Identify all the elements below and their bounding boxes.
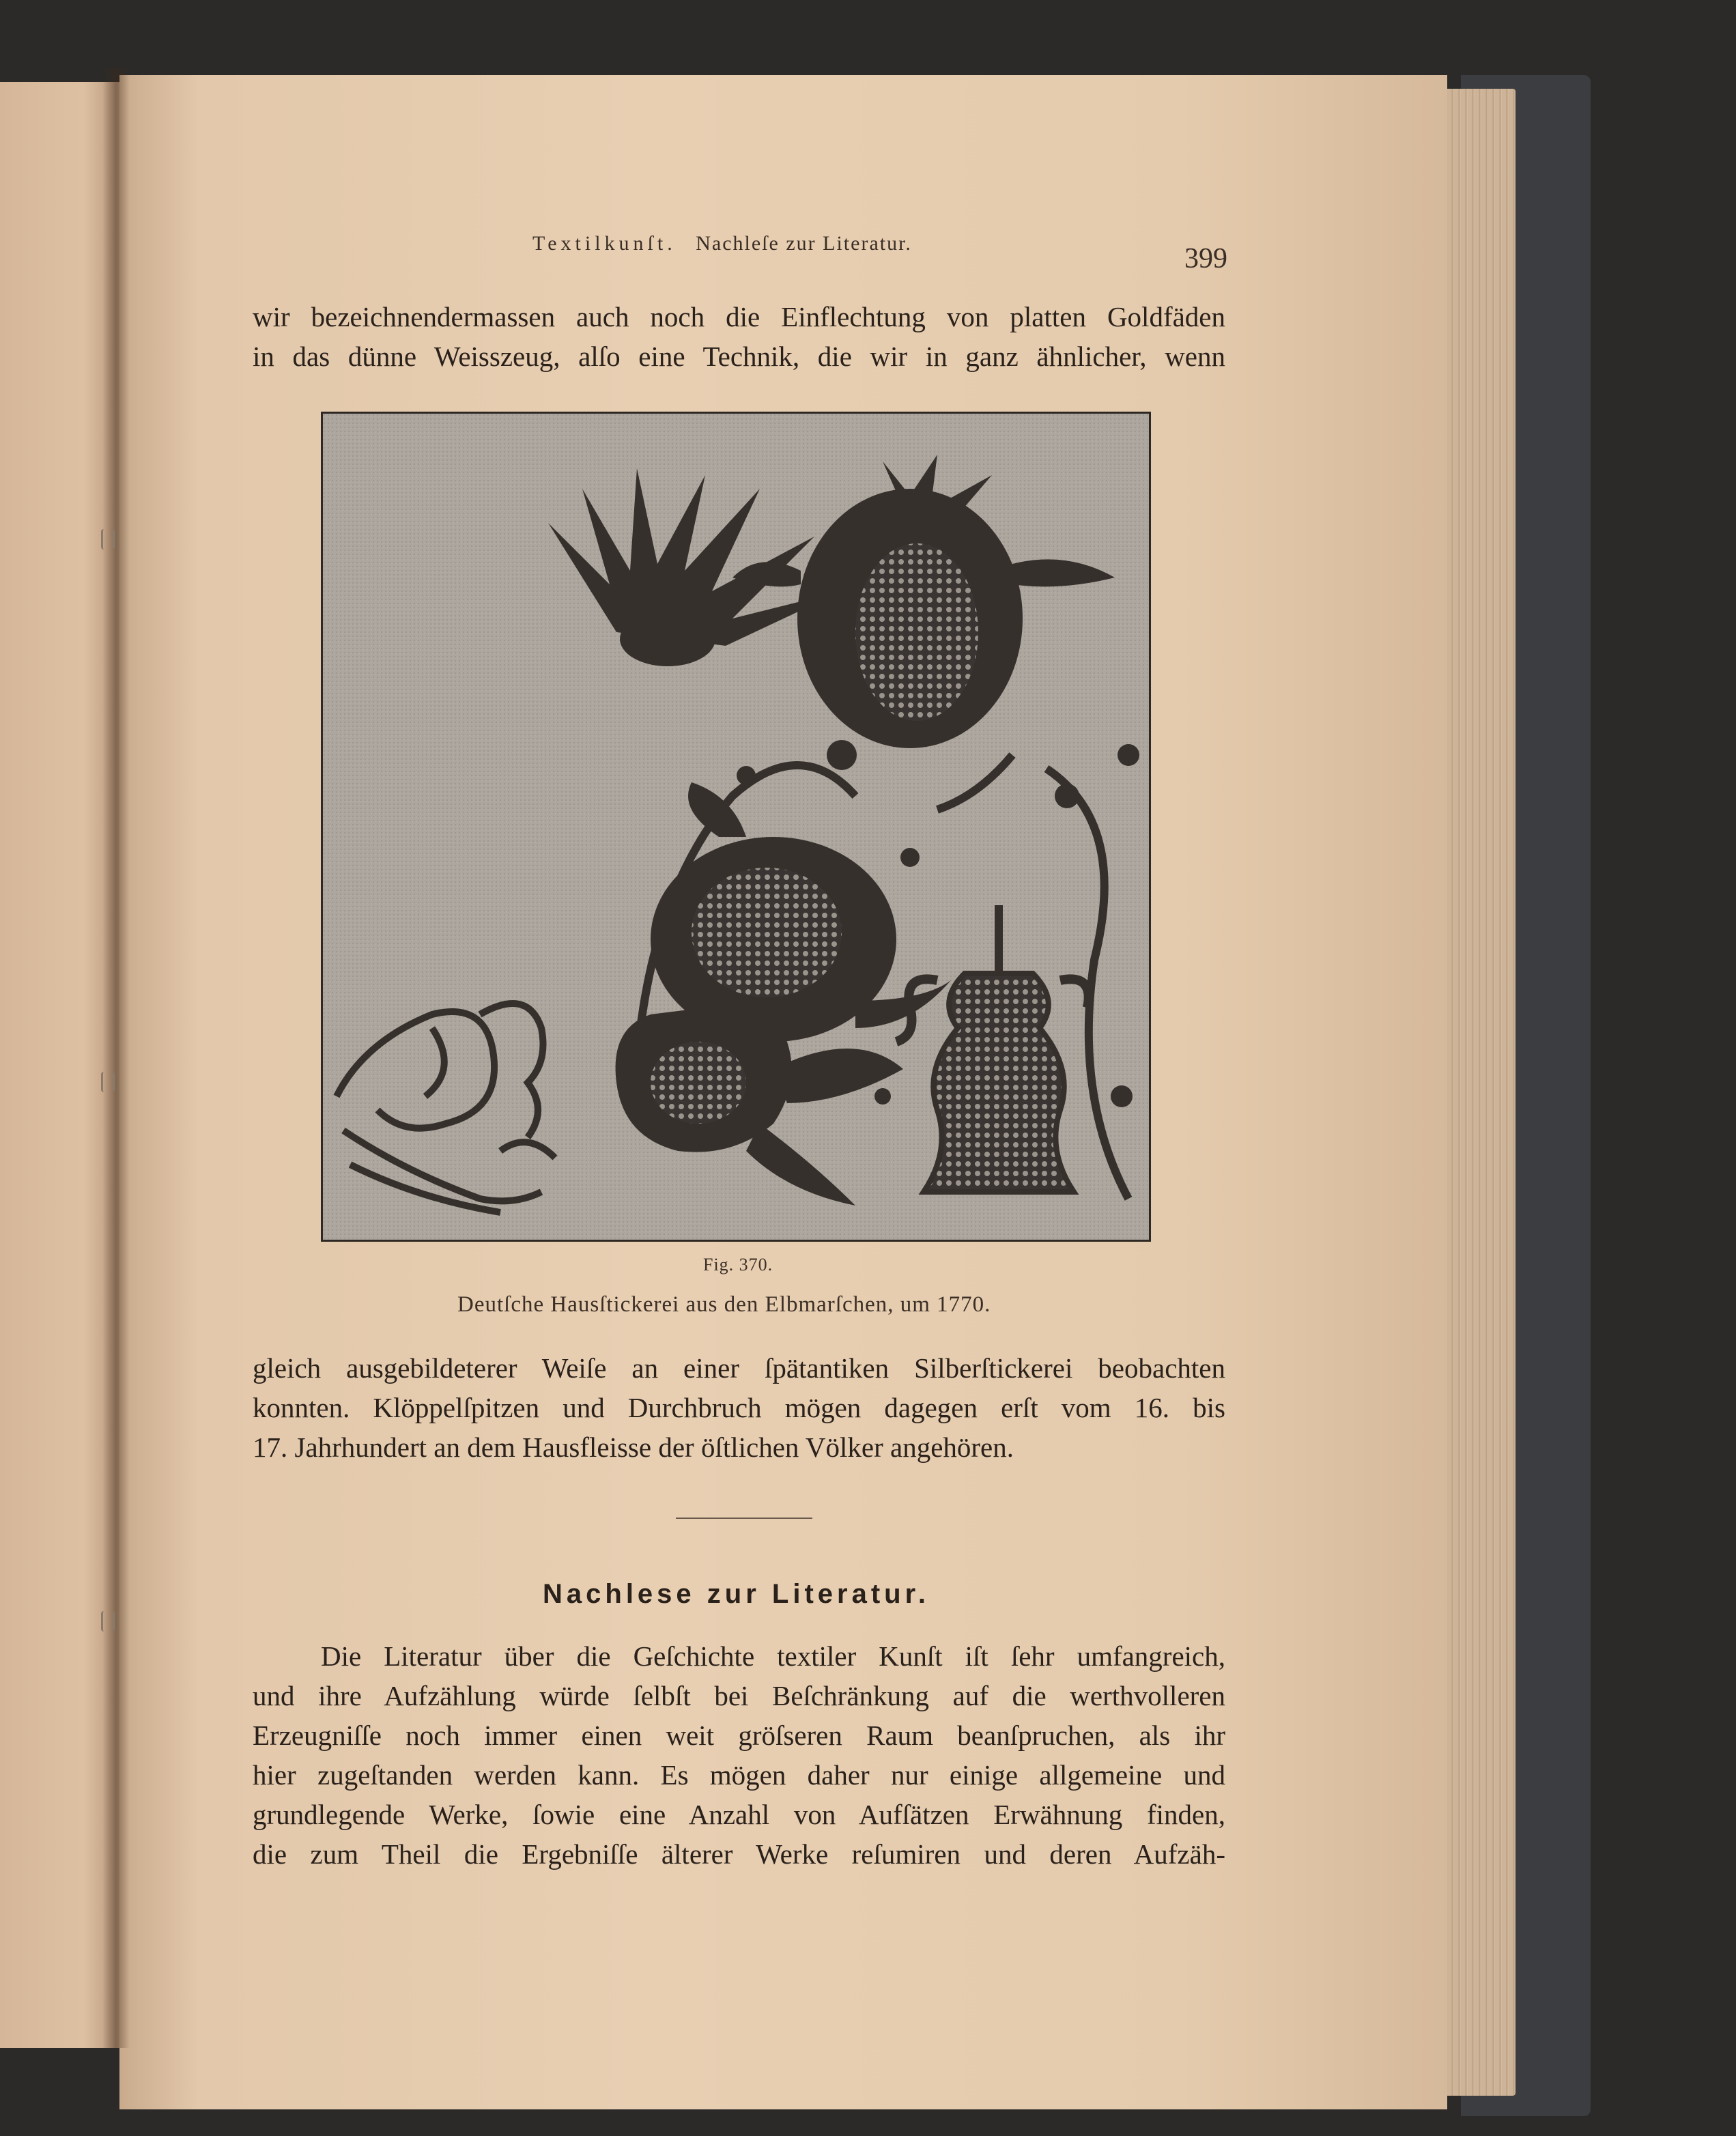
binding-stitch <box>101 529 115 550</box>
binding-stitch <box>101 1611 115 1632</box>
middle-paragraph <box>253 1348 1225 1467</box>
running-head <box>532 232 912 255</box>
running-subtitle: Nachleſe zur Literatur. <box>696 232 912 255</box>
text-line: konnten. Klöppelſpitzen und Durchbruch mögen dagegen erſt vom 16. bis <box>253 1392 1225 1423</box>
embroidery-drawing <box>323 414 1149 1240</box>
embroidery-illustration <box>321 412 1151 1242</box>
binding-stitch <box>101 1072 115 1092</box>
book-gutter <box>102 68 130 2048</box>
text-line: wir bezeichnendermassen auch noch die Einflechtung von platten Goldfäden <box>253 301 1225 332</box>
section-divider <box>676 1518 812 1519</box>
top-paragraph <box>253 297 1225 376</box>
figure-number: Fig. 370. <box>703 1255 773 1275</box>
text-line: gleich ausgebildeterer Weiſe an einer ſpätantiken Silberſtickerei beobachten <box>253 1352 1225 1384</box>
section-paragraph <box>253 1636 1225 1874</box>
running-title: Textilkunſt. <box>532 232 677 255</box>
text-line: in das dünne Weisszeug, alſo eine Technik, die wir in ganz ähnlicher, wenn <box>253 341 1225 372</box>
figure-caption: Deutſche Hausſtickerei aus den Elbmarſchen, um 1770. <box>457 1292 991 1317</box>
text-line: 17. Jahrhundert an dem Hausfleisse der öſtlichen Völker angehören. <box>253 1432 1014 1463</box>
text-line: grundlegende Werke, ſowie eine Anzahl von Aufſätzen Erwähnung finden, <box>253 1799 1225 1830</box>
text-line: hier zugeſtanden werden kann. Es mögen daher nur einige allgemeine und <box>253 1759 1225 1791</box>
text-line: die zum Theil die Ergebniſſe älterer Werke reſumiren und deren Aufzäh- <box>253 1838 1225 1870</box>
text-line: und ihre Aufzählung würde ſelbſt bei Beſchränkung auf die werthvolleren <box>253 1680 1225 1711</box>
text-line: Die Literatur über die Geſchichte textiler Kunſt iſt ſehr umfangreich, <box>321 1640 1225 1672</box>
section-heading: Nachlese zur Literatur. <box>543 1579 930 1609</box>
text-line: Erzeugniſſe noch immer einen weit gröſseren Raum beanſpruchen, als ihr <box>253 1720 1225 1751</box>
page-number: 399 <box>1184 243 1227 274</box>
left-page-edge <box>0 82 119 2048</box>
